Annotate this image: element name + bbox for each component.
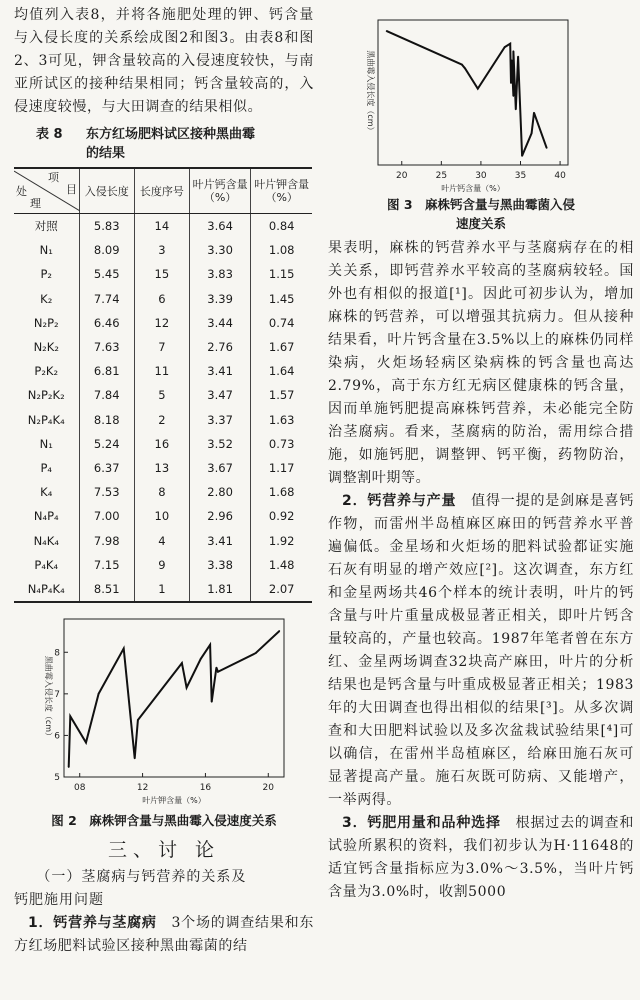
table-row (14, 553, 312, 577)
data-point (186, 687, 188, 689)
table-row (14, 262, 312, 286)
value-cell: 8.09 (79, 238, 134, 262)
treatment-cell: K₂ (40, 291, 53, 306)
value-cell: 0.84 (251, 214, 312, 239)
treatment-cell: N₂P₂K₂ (27, 388, 65, 403)
x-axis-label: 叶片钾含量（%） (142, 796, 206, 805)
y-tick-label: 7 (54, 689, 60, 700)
y-axis-label: 黑曲霉入侵长度（cm） (366, 50, 375, 135)
value-cell: 1.67 (251, 335, 312, 359)
value-cell: 1.81 (189, 577, 251, 602)
table-body (14, 214, 312, 603)
right-column (328, 0, 634, 904)
data-point (464, 68, 466, 70)
table-row (14, 359, 312, 383)
diag-label-top2: 目 (66, 183, 77, 196)
x-axis-label: 叶片钙含量（%） (441, 184, 505, 193)
treatment-cell: 对照 (34, 219, 58, 234)
value-cell: 1.48 (251, 553, 312, 577)
x-tick-label: 30 (475, 171, 487, 181)
x-tick-label: 20 (262, 783, 275, 793)
value-cell: 3.64 (189, 214, 251, 239)
treatment-cell: P₄K₄ (34, 557, 59, 572)
x-tick-label: 35 (514, 171, 527, 181)
treatment-cell: N₂P₂ (33, 315, 59, 330)
table-row (14, 456, 312, 480)
value-cell: 3.37 (189, 408, 251, 432)
figure-2-caption: 图 2 麻株钾含量与黑曲霉入侵速度关系 (51, 813, 277, 828)
value-cell: 3.38 (189, 553, 251, 577)
col-header-potassium: 叶片钾含量（%） (251, 168, 312, 214)
table-caption (14, 125, 314, 163)
value-cell: 5 (134, 383, 189, 407)
value-cell: 1.17 (251, 456, 312, 480)
diag-label-bottom2: 理 (30, 197, 41, 210)
col-header-length: 入侵长度 (79, 168, 134, 214)
y-tick-label: 6 (54, 731, 60, 742)
data-point (123, 648, 125, 650)
subsection-title-line1: （一）茎腐病与钙营养的关系及 (36, 869, 247, 885)
value-cell: 1.64 (251, 359, 312, 383)
value-cell: 7.84 (79, 383, 134, 407)
calcium-dosage-heading: 3．钙肥用量和品种选择 (342, 815, 501, 831)
y-tick-label: 8 (54, 648, 60, 659)
diag-label-top: 项 (48, 171, 59, 184)
calcium-yield-heading: 2．钙营养与产量 (342, 493, 457, 509)
value-cell: 3.47 (189, 383, 251, 407)
value-cell: 5.24 (79, 432, 134, 456)
data-point (521, 155, 523, 157)
series-line (387, 31, 547, 156)
table-row (14, 480, 312, 504)
data-point (477, 88, 479, 90)
data-point (211, 701, 213, 703)
value-cell: 3.41 (189, 528, 251, 552)
table-row (14, 577, 312, 602)
treatment-cell: N₂K₂ (33, 340, 59, 355)
value-cell: 6.46 (79, 311, 134, 335)
col-header-rank: 长度序号 (134, 168, 189, 214)
data-point (504, 46, 506, 48)
y-tick-label: 5 (54, 773, 60, 783)
table-row (14, 311, 312, 335)
col-header-calcium: 叶片钙含量（%） (189, 168, 251, 214)
value-cell: 12 (134, 311, 189, 335)
data-point (510, 82, 512, 84)
value-cell: 7.53 (79, 480, 134, 504)
value-cell: 7.98 (79, 528, 134, 552)
value-cell: 7.74 (79, 287, 134, 311)
value-cell: 1 (134, 577, 189, 602)
value-cell: 6.81 (79, 359, 134, 383)
figure-3-caption (328, 195, 634, 233)
treatment-cell: N₂P₄K₄ (27, 412, 65, 427)
data-point (68, 766, 70, 768)
value-cell: 0.73 (251, 432, 312, 456)
data-point (209, 644, 211, 646)
plot-frame (378, 20, 568, 165)
data-point (134, 757, 136, 759)
data-point (217, 671, 219, 673)
series-line (69, 631, 280, 767)
data-point (531, 132, 533, 134)
value-cell: 5.83 (79, 214, 134, 239)
x-tick-label: 16 (199, 783, 212, 793)
treatment-cell: P₂ (40, 267, 53, 282)
data-point (85, 742, 87, 744)
table-row (14, 287, 312, 311)
diagonal-header-cell (14, 168, 79, 214)
calcium-disease-heading: 1．钙营养与茎腐病 (28, 915, 157, 931)
value-cell: 3.67 (189, 456, 251, 480)
value-cell: 7 (134, 335, 189, 359)
table-title-line2: 的结果 (86, 146, 126, 161)
value-cell: 7.63 (79, 335, 134, 359)
value-cell: 1.45 (251, 287, 312, 311)
value-cell: 6.37 (79, 456, 134, 480)
table-header-row (14, 168, 312, 214)
value-cell: 14 (134, 214, 189, 239)
value-cell: 3.83 (189, 262, 251, 286)
data-point (200, 658, 202, 660)
x-tick-label: 25 (435, 171, 448, 181)
value-cell: 1.68 (251, 480, 312, 504)
value-cell: 3.41 (189, 359, 251, 383)
value-cell: 3.30 (189, 238, 251, 262)
x-tick-label: 08 (73, 783, 86, 793)
data-point (181, 662, 183, 664)
value-cell: 2.80 (189, 480, 251, 504)
value-cell: 0.74 (251, 311, 312, 335)
data-point (98, 693, 100, 695)
calcium-dosage-paragraph (328, 812, 634, 904)
value-cell: 0.92 (251, 504, 312, 528)
x-tick-label: 12 (136, 783, 149, 793)
table-row (14, 383, 312, 407)
value-cell: 9 (134, 553, 189, 577)
data-point (386, 30, 388, 32)
table-row (14, 504, 312, 528)
subsection-title-line2: 钙肥施用问题 (14, 892, 104, 908)
treatment-cell: K₄ (40, 485, 53, 500)
treatment-cell: N₄P₄K₄ (14, 577, 79, 602)
section-title: 三、讨 论 (107, 839, 221, 861)
value-cell: 7.00 (79, 504, 134, 528)
data-point (511, 60, 513, 62)
data-point (509, 43, 511, 45)
data-point (216, 667, 218, 669)
figure-3-caption-line1: 图 3 麻株钙含量与黑曲霉菌入侵 (386, 197, 576, 212)
diag-label-bottom: 处 (16, 185, 27, 198)
value-cell: 8.51 (79, 577, 134, 602)
calcium-disease-paragraph (14, 912, 314, 958)
value-cell: 1.15 (251, 262, 312, 286)
x-tick-label: 20 (396, 171, 408, 181)
value-cell: 2 (134, 408, 189, 432)
value-cell: 13 (134, 456, 189, 480)
treatment-cell: N₄K₄ (33, 533, 59, 548)
value-cell: 3.52 (189, 432, 251, 456)
data-point (69, 715, 71, 717)
table-row (14, 238, 312, 262)
data-point (512, 50, 514, 52)
table-row (14, 335, 312, 359)
table-row (14, 408, 312, 432)
discussion-paragraph-1: 果表明，麻株的钙营养水平与茎腐病存在的相关关系，即钙营养水平较高的茎腐病较轻。国外也有相似的报道[¹]。因此可初步认为，增加麻株的钙营养，可以增强其抗病力。但从接种结果看，叶片钙含量在3.5%以上的麻株仍同样染病，火炬场轻病区染病株的钙含量也高达2.79%，高于东方红无病区健康株的钙含量，因而单施钙肥提高麻株钙营养，未必能完全防治茎腐病。看来，茎腐病的防治，需用综合措施，如施钙肥，调整钾、钙平衡，药物防治，调整割叶期等。 (328, 240, 634, 486)
table-row (14, 432, 312, 456)
results-table (14, 167, 312, 603)
value-cell: 7.15 (79, 553, 134, 577)
value-cell: 4 (134, 528, 189, 552)
value-cell: 2.96 (189, 504, 251, 528)
value-cell: 2.07 (251, 577, 312, 602)
data-point (461, 64, 463, 66)
value-cell: 16 (134, 432, 189, 456)
value-cell: 3.39 (189, 287, 251, 311)
data-point (546, 147, 548, 149)
table-row (14, 214, 312, 239)
figure-3-caption-line2: 速度关系 (455, 216, 506, 231)
value-cell: 11 (134, 359, 189, 383)
value-cell: 6 (134, 287, 189, 311)
value-cell: 3 (134, 238, 189, 262)
calcium-yield-text: 值得一提的是剑麻是喜钙作物，而雷州半岛植麻区麻田的钙营养水平普遍偏低。金星场和火炬场的肥料试验都证实施石灰有明显的增产效应[²]。这次调查，东方红和金星两场共46个样本的统计表明，叶片的钙含量与叶片重量成极显著正相关，即叶片钙含量较高的，产量也较高。1987年笔者曾在东方红、金星两场调查32块高产麻田，叶片的分析结果也是钙含量与叶重成极显著正相关；1983年的大田调查也得出相似的结果[³]。从多次调查和大田肥料试验以及多次盆栽试验结果[⁴]可以确信，在雷州半岛植麻区，给麻田施石灰可显著提高产量。施石灰既可防病、又能增产，一举两得。 (328, 493, 634, 808)
data-point (278, 630, 280, 632)
treatment-cell: N₁ (39, 436, 53, 451)
calcium-disease-text: 3个场的调查结果和东方红场肥料试验区接种黑曲霉菌的结 (14, 915, 314, 954)
value-cell: 15 (134, 262, 189, 286)
value-cell: 1.57 (251, 383, 312, 407)
data-point (515, 108, 517, 110)
calcium-yield-paragraph (328, 490, 634, 812)
treatment-cell: P₂K₂ (34, 364, 59, 379)
data-point (137, 719, 139, 721)
left-column (14, 4, 314, 958)
value-cell: 1.92 (251, 528, 312, 552)
data-point (533, 112, 535, 114)
table-label: 表 8 (36, 127, 63, 142)
table-row (14, 528, 312, 552)
figure-3-chart (328, 0, 634, 195)
figure-2-chart (14, 607, 314, 807)
value-cell: 8.18 (79, 408, 134, 432)
intro-paragraph: 均值列入表8，并将各施肥处理的钾、钙含量与入侵长度的关系绘成图2和图3。由表8和图2、3可见，钾含量较高的入侵速度较快，与南亚所试区的接种结果相同；钙含量较高的，入侵速度较慢，与大田调查的结果相似。 (14, 7, 314, 115)
value-cell: 10 (134, 504, 189, 528)
value-cell: 2.76 (189, 335, 251, 359)
value-cell: 8 (134, 480, 189, 504)
value-cell: 3.44 (189, 311, 251, 335)
treatment-cell: N₁ (39, 243, 53, 258)
treatment-cell: P₄ (40, 460, 53, 475)
value-cell: 5.45 (79, 262, 134, 286)
y-axis-label: 黑曲霉入侵长度（cm） (44, 655, 53, 741)
value-cell: 1.08 (251, 238, 312, 262)
calcium-dosage-text: 根据过去的调查和试验所累积的资料，我们初步认为H·11648的适宜钙含量指标应为3.0%～3.5%，当叶片钙含量为3.0%时，收割5000 (328, 815, 634, 900)
treatment-cell: N₄P₄ (33, 509, 59, 524)
data-point (512, 95, 514, 97)
x-tick-label: 40 (554, 171, 566, 181)
table-title-line1: 东方红场肥料试区接种黑曲霉 (86, 127, 256, 142)
data-point (255, 652, 257, 654)
data-point (517, 56, 519, 58)
value-cell: 1.63 (251, 408, 312, 432)
